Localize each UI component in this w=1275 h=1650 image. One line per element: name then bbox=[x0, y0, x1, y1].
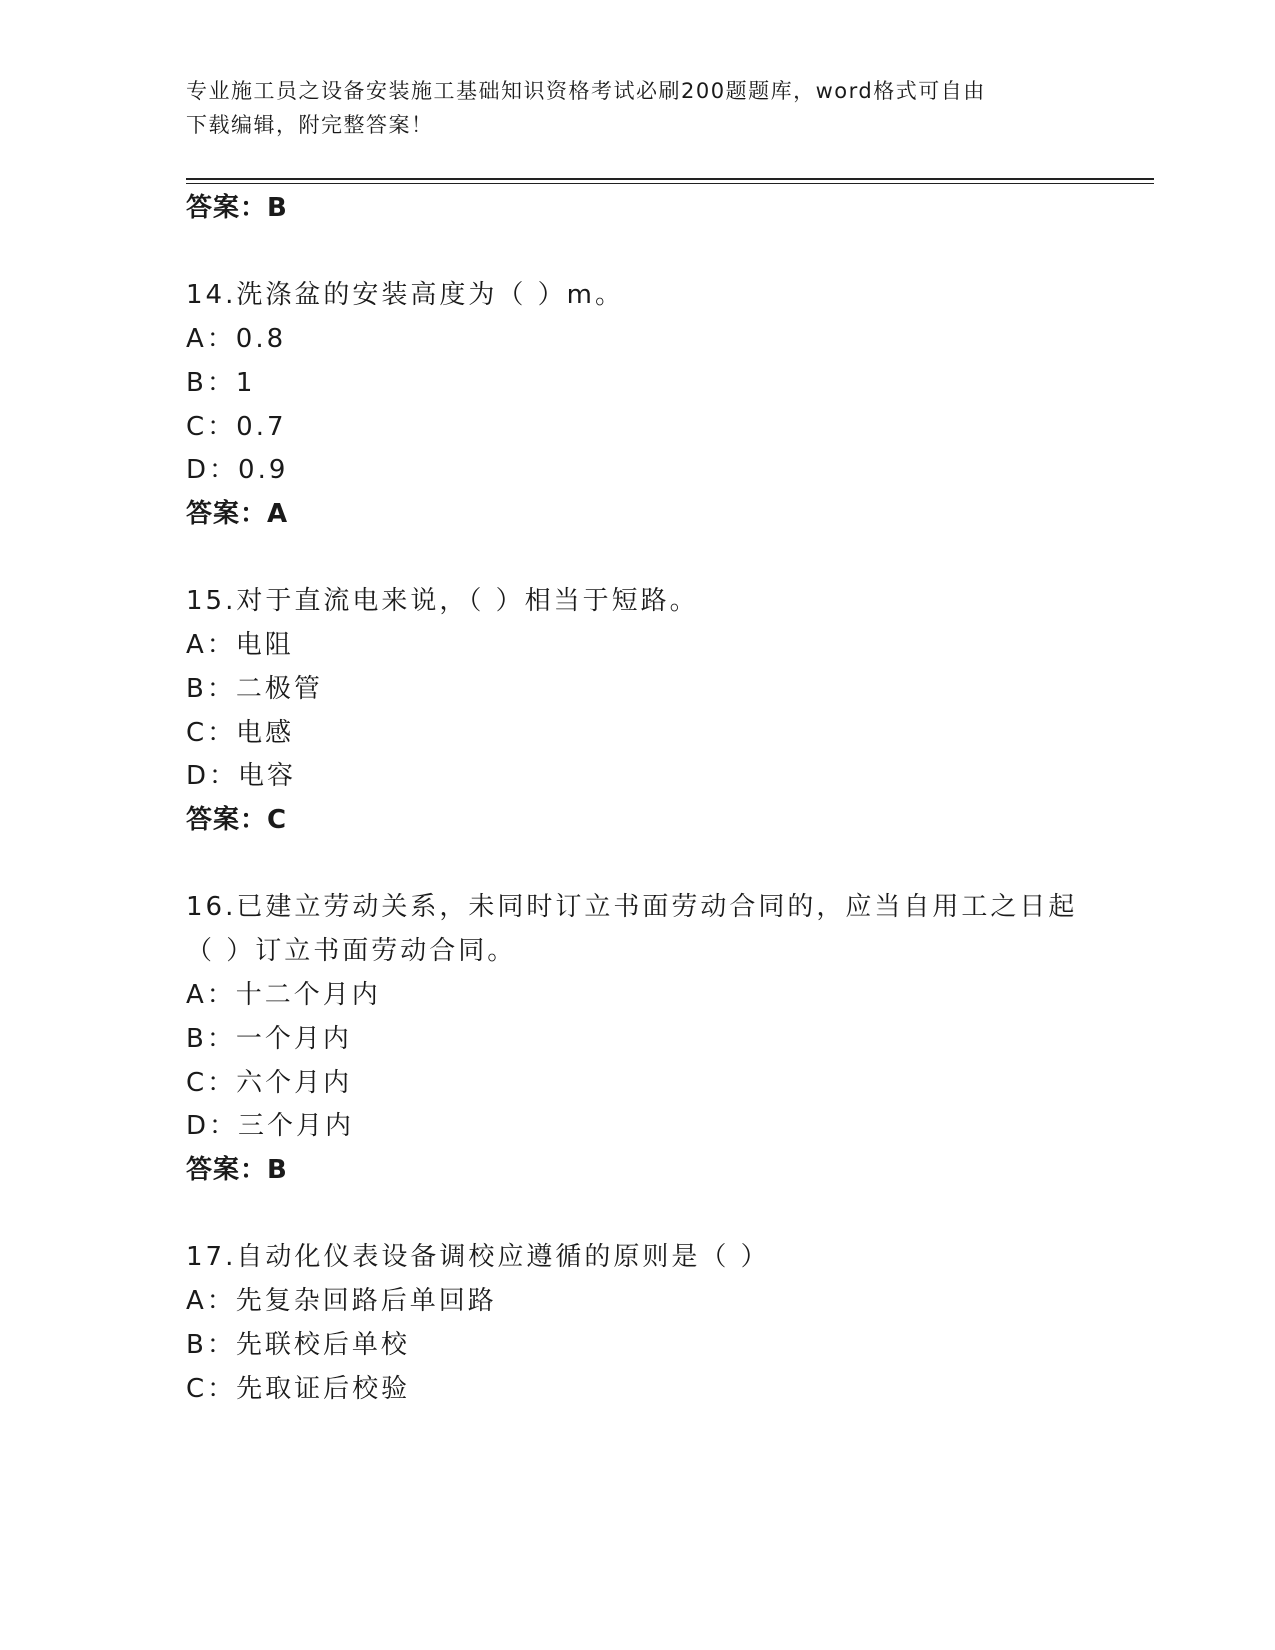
question-17-option-c: C：先取证后校验 bbox=[186, 1374, 411, 1404]
question-17-option-b: B：先联校后单校 bbox=[186, 1330, 410, 1360]
question-15-answer: 答案：C bbox=[186, 805, 288, 835]
question-15-option-c: C：电感 bbox=[186, 718, 295, 748]
question-14-option-c: C：0.7 bbox=[186, 412, 287, 442]
question-14-stem: 14.洗涤盆的安装高度为（ ）m。 bbox=[186, 280, 624, 310]
question-14-option-b: B：1 bbox=[186, 368, 256, 398]
question-16-stem-line-1: 16.已建立劳动关系，未同时订立书面劳动合同的，应当自用工之日起 bbox=[186, 892, 1078, 922]
question-16-stem-line-2: （ ）订立书面劳动合同。 bbox=[186, 936, 517, 966]
question-16-option-c: C：六个月内 bbox=[186, 1068, 353, 1098]
document-header bbox=[186, 74, 1066, 142]
question-17-stem: 17.自动化仪表设备调校应遵循的原则是（ ） bbox=[186, 1242, 770, 1272]
question-15-option-b: B：二极管 bbox=[186, 674, 323, 704]
question-15-option-d: D：电容 bbox=[186, 761, 297, 791]
header-line-2: 下载编辑，附完整答案！ bbox=[186, 113, 434, 137]
question-14-option-a: A：0.8 bbox=[186, 324, 287, 354]
question-16-option-a: A：十二个月内 bbox=[186, 980, 381, 1010]
question-16-answer: 答案：B bbox=[186, 1155, 288, 1185]
question-16-option-b: B：一个月内 bbox=[186, 1024, 352, 1054]
question-15-option-a: A：电阻 bbox=[186, 630, 294, 660]
question-17-option-a: A：先复杂回路后单回路 bbox=[186, 1286, 497, 1316]
answer-prev: 答案：B bbox=[186, 193, 288, 223]
header-rule-thick bbox=[186, 178, 1154, 180]
question-16-option-d: D：三个月内 bbox=[186, 1111, 355, 1141]
question-14-option-d: D：0.9 bbox=[186, 455, 289, 485]
header-rule-thin bbox=[186, 183, 1154, 184]
header-line-1: 专业施工员之设备安装施工基础知识资格考试必刷200题题库，word格式可自由 bbox=[186, 79, 986, 103]
question-15-stem: 15.对于直流电来说，（ ）相当于短路。 bbox=[186, 586, 699, 616]
question-14-answer: 答案：A bbox=[186, 499, 289, 529]
